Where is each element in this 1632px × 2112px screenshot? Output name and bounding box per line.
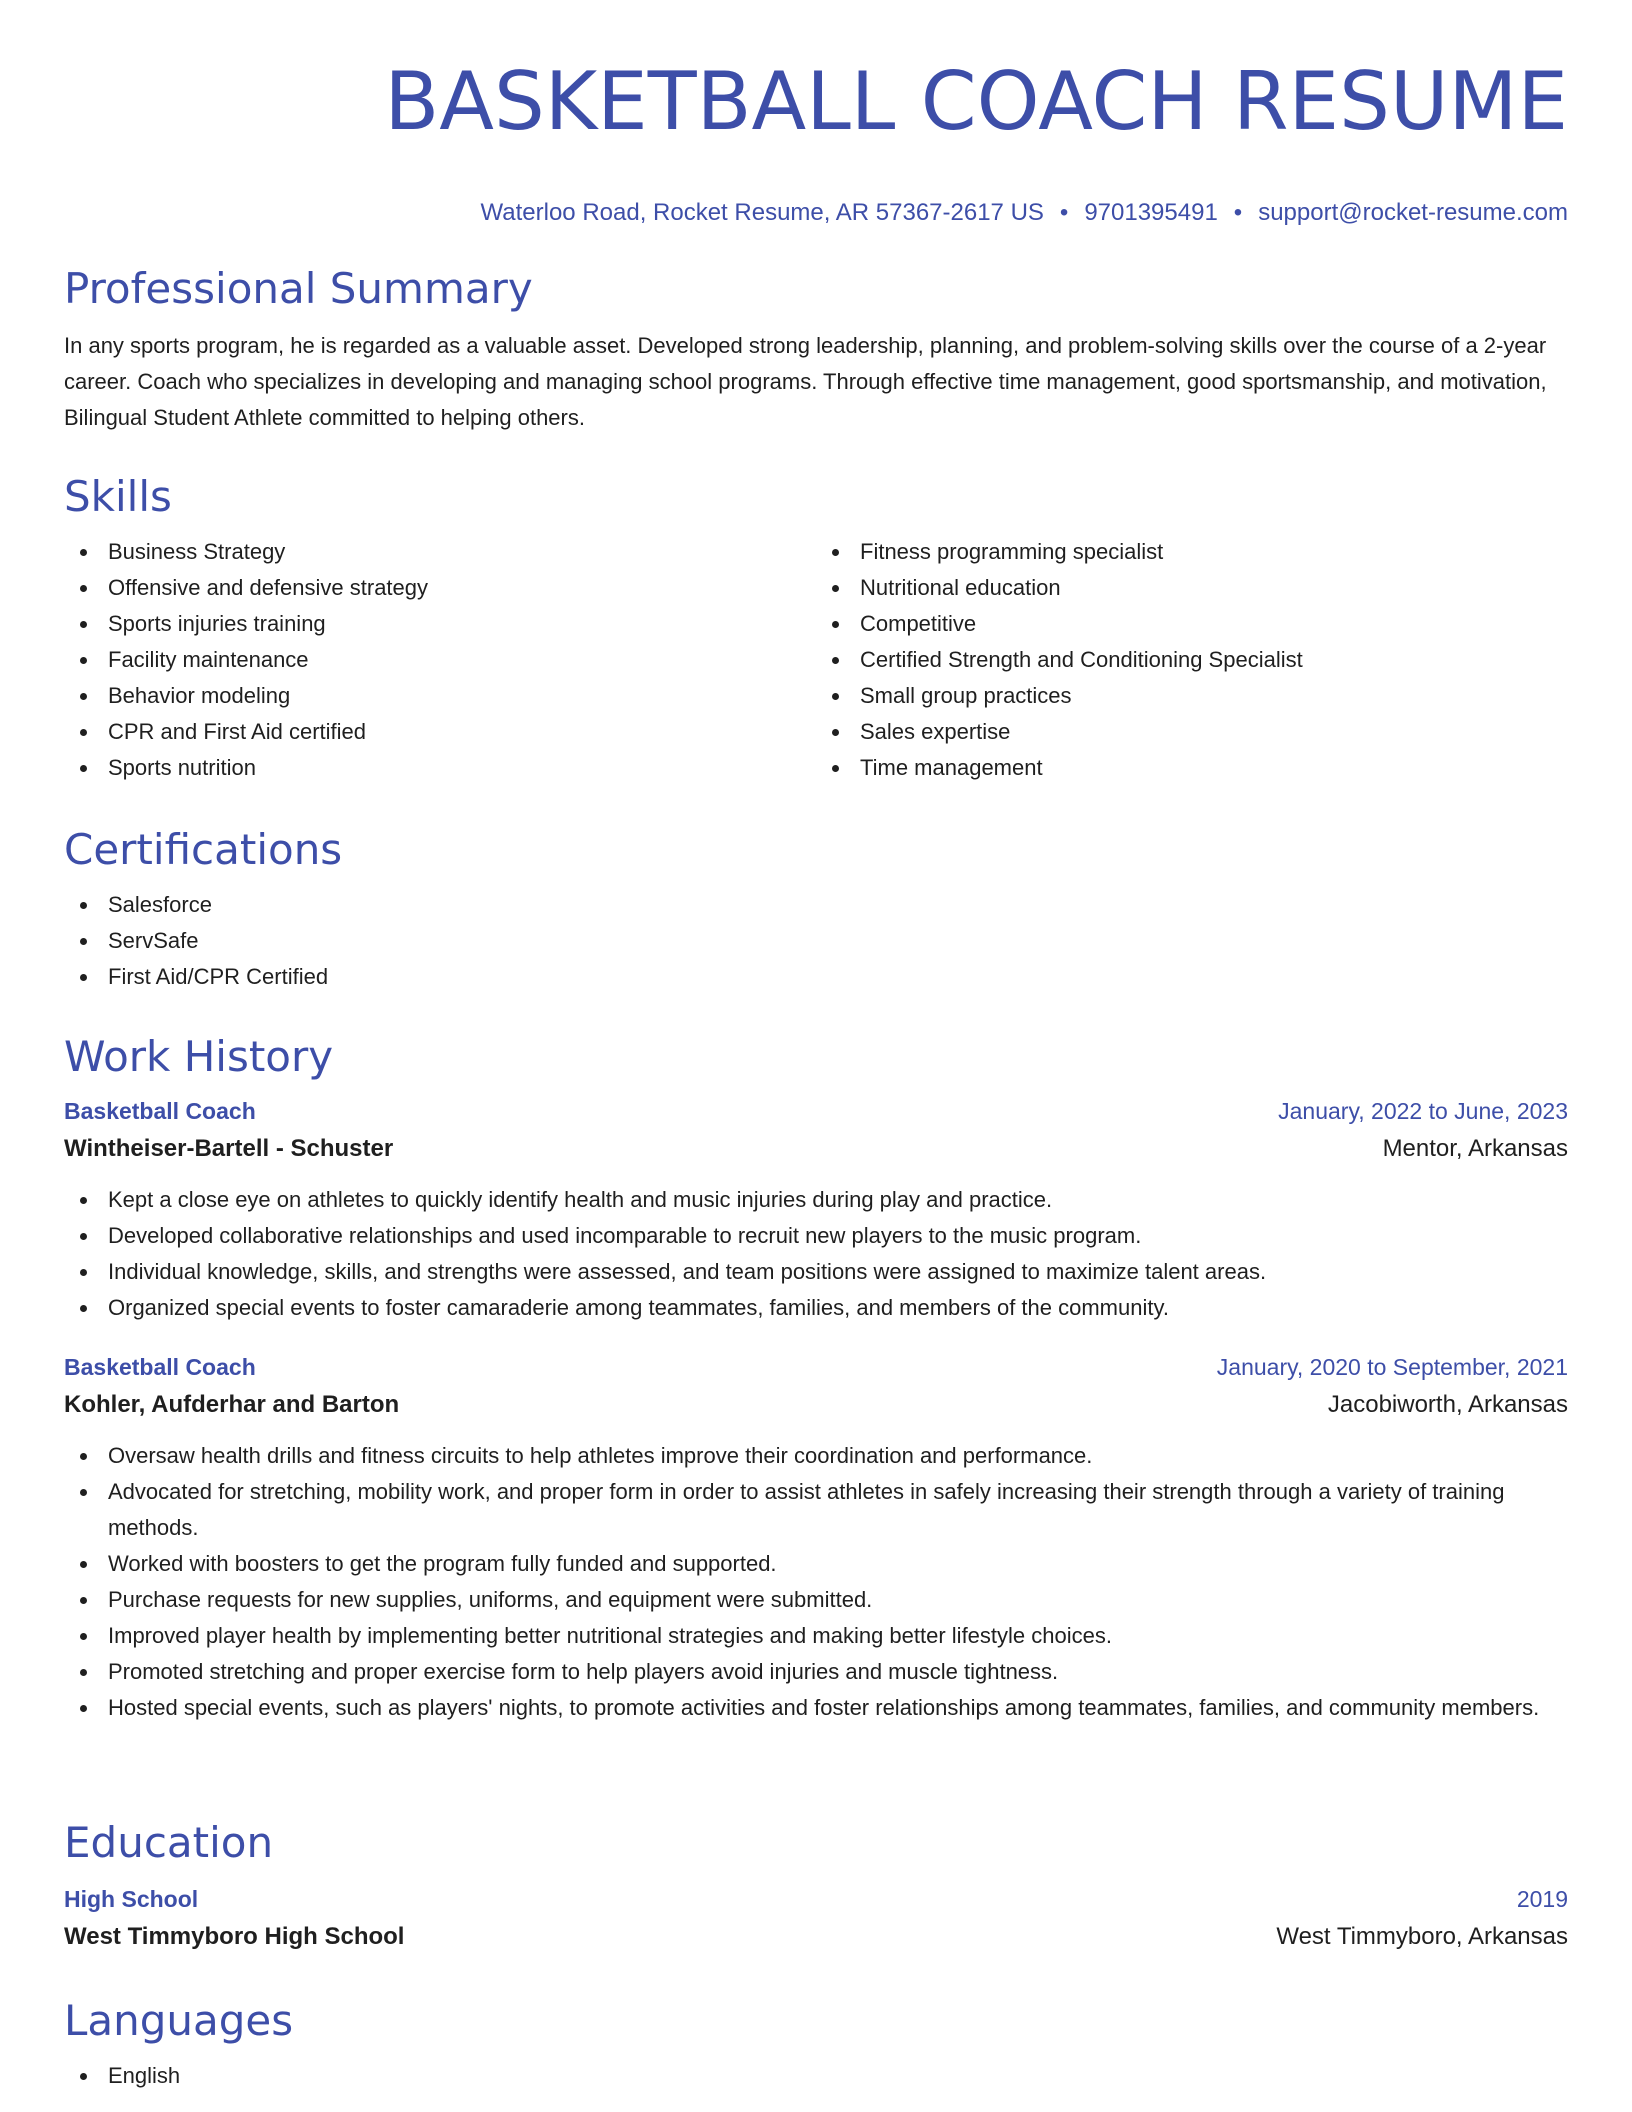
job-bullet: Kept a close eye on athletes to quickly identify health and music injuries during play and practice. — [64, 1182, 1568, 1218]
skill-item: Business Strategy — [64, 534, 816, 570]
job-title-row — [64, 1348, 1568, 1386]
contact-separator: • — [1059, 199, 1069, 226]
summary-text: In any sports program, he is regarded as a valuable asset. Developed strong leadership, planning, and problem-solving skills over the course of a 2-year career. Coach who specializes in developing and managing school programs. Through effective time management, good sportsmanship, and motivation, Bilingual Student Athlete committed to helping others. — [64, 333, 1547, 430]
skill-item: Sports injuries training — [64, 606, 816, 642]
job-bullet: Worked with boosters to get the program fully funded and supported. — [64, 1546, 1568, 1582]
skill-item: Sports nutrition — [64, 750, 816, 786]
resume-header — [64, 0, 1568, 230]
education-section — [64, 1816, 1568, 1956]
section-title-summary: Professional Summary — [64, 264, 533, 313]
skill-item: Offensive and defensive strategy — [64, 570, 816, 606]
skills-section — [64, 470, 1568, 786]
job-bullet: Organized special events to foster camaraderie among teammates, families, and members of the community. — [64, 1290, 1568, 1326]
skills-list-left — [64, 534, 816, 786]
section-title-education: Education — [64, 1818, 274, 1867]
job-bullet: Improved player health by implementing better nutritional strategies and making better lifestyle choices. — [64, 1618, 1568, 1654]
skill-item: CPR and First Aid certified — [64, 714, 816, 750]
contact-phone: 9701395491 — [1084, 199, 1218, 226]
contact-separator: • — [1233, 199, 1243, 226]
job-bullet: Individual knowledge, skills, and strengths were assessed, and team positions were assigned to maximize talent areas. — [64, 1254, 1568, 1290]
contact-address: Waterloo Road, Rocket Resume, AR 57367-2617 US — [480, 199, 1044, 226]
certification-item: First Aid/CPR Certified — [64, 959, 1568, 995]
contact-email[interactable]: support@rocket-resume.com — [1258, 199, 1568, 226]
skill-item: Facility maintenance — [64, 642, 816, 678]
job-dates: January, 2022 to June, 2023 — [1278, 1098, 1568, 1124]
job-company-row — [64, 1386, 1568, 1424]
work-history-section — [64, 1030, 1568, 1726]
skill-item: Sales expertise — [816, 714, 1568, 750]
job-entry — [64, 1348, 1568, 1726]
skill-item: Fitness programming specialist — [816, 534, 1568, 570]
job-entry — [64, 1092, 1568, 1326]
job-location: Mentor, Arkansas — [1382, 1135, 1568, 1162]
job-location: Jacobiworth, Arkansas — [1327, 1391, 1568, 1418]
job-bullet: Promoted stretching and proper exercise form to help players avoid injuries and muscle tightness. — [64, 1654, 1568, 1690]
education-degree-row — [64, 1880, 1568, 1918]
job-bullets — [64, 1438, 1568, 1726]
skill-item: Nutritional education — [816, 570, 1568, 606]
contact-line — [64, 196, 1568, 230]
skill-item: Behavior modeling — [64, 678, 816, 714]
certifications-section — [64, 823, 1568, 995]
education-degree: High School — [64, 1886, 199, 1912]
professional-summary-section — [64, 262, 1568, 436]
section-title-certifications: Certifications — [64, 825, 343, 874]
skill-item: Competitive — [816, 606, 1568, 642]
job-bullet: Oversaw health drills and fitness circuits to help athletes improve their coordination and performance. — [64, 1438, 1568, 1474]
language-item: English — [64, 2058, 1568, 2094]
job-bullet: Advocated for stretching, mobility work, and proper form in order to assist athletes in safely increasing their strength through a variety of training methods. — [64, 1474, 1568, 1546]
job-bullet: Developed collaborative relationships and used incomparable to recruit new players to the music program. — [64, 1218, 1568, 1254]
languages-list — [64, 2058, 1568, 2094]
education-year: 2019 — [1516, 1886, 1568, 1912]
section-title-languages: Languages — [64, 1996, 294, 2045]
job-bullet: Purchase requests for new supplies, uniforms, and equipment were submitted. — [64, 1582, 1568, 1618]
job-company-row — [64, 1130, 1568, 1168]
job-dates: January, 2020 to September, 2021 — [1216, 1354, 1568, 1380]
job-company: Wintheiser-Bartell - Schuster — [64, 1135, 394, 1162]
resume-title: BASKETBALL COACH RESUME — [384, 55, 1568, 148]
education-school-row — [64, 1918, 1568, 1956]
certifications-list — [64, 887, 1568, 995]
education-school: West Timmyboro High School — [64, 1923, 405, 1950]
skills-list-right — [816, 534, 1568, 786]
job-title: Basketball Coach — [64, 1098, 256, 1124]
skill-item: Small group practices — [816, 678, 1568, 714]
job-company: Kohler, Aufderhar and Barton — [64, 1391, 400, 1418]
skill-item: Time management — [816, 750, 1568, 786]
job-title-row — [64, 1092, 1568, 1130]
education-location: West Timmyboro, Arkansas — [1276, 1923, 1568, 1950]
section-title-work-history: Work History — [64, 1032, 334, 1081]
job-bullets — [64, 1182, 1568, 1326]
certification-item: ServSafe — [64, 923, 1568, 959]
section-title-skills: Skills — [64, 472, 172, 521]
skill-item: Certified Strength and Conditioning Specialist — [816, 642, 1568, 678]
certification-item: Salesforce — [64, 887, 1568, 923]
languages-section — [64, 1994, 1568, 2094]
job-bullet: Hosted special events, such as players' nights, to promote activities and foster relationships among teammates, families, and community members. — [64, 1690, 1568, 1726]
skills-grid — [64, 534, 1568, 786]
job-title: Basketball Coach — [64, 1354, 256, 1380]
